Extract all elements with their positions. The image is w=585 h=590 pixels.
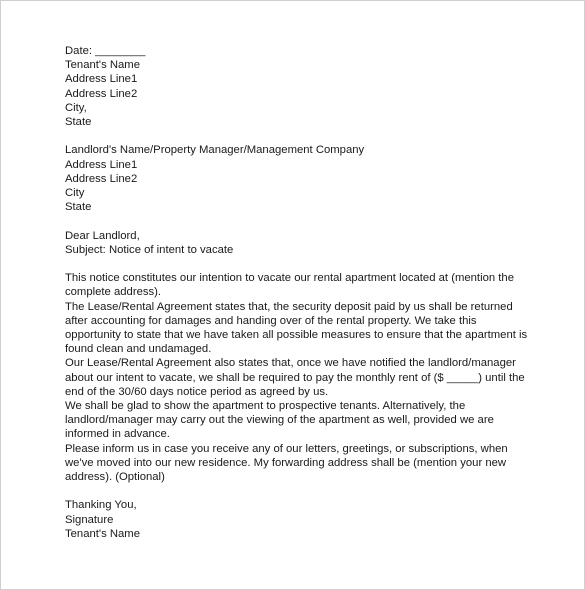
recipient-address-line-2: Address Line2 — [65, 172, 138, 185]
closing-tenant-name: Tenant's Name — [65, 527, 140, 540]
body-paragraph-4: We shall be glad to show the apartment to prospective tenants. Alternatively, the landlord/manager may carry out the viewing of the apartment as well, provided we are informed in advance. — [65, 400, 494, 441]
date-line: Date: ________ — [65, 45, 146, 57]
body-paragraph-3: Our Lease/Rental Agreement also states that, once we have notified the landlord/manager about our intent to vacate, we shall be required to pay the monthly rent of ($ _____) until the end of the 30/60 days notice period as agreed by us. — [65, 357, 525, 398]
body-paragraph-1: This notice constitutes our intention to vacate our rental apartment located at (mention the complete address). — [65, 272, 514, 299]
subject-line: Subject: Notice of intent to vacate — [65, 243, 234, 256]
closing-sign-off: Thanking You, — [65, 499, 137, 512]
sender-tenant-name: Tenant's Name — [65, 59, 140, 72]
letter-body — [65, 44, 535, 541]
spacer — [65, 129, 535, 143]
body-paragraph-5: Please inform us in case you receive any of our letters, greetings, or subscriptions, when we've moved into our new residence. My forwarding address shall be (mention your new address). (Optional) — [65, 442, 508, 484]
sender-state: State — [65, 116, 92, 129]
salutation: Dear Landlord, — [65, 229, 140, 242]
body-paragraph-2: The Lease/Rental Agreement states that, the security deposit paid by us shall be returned after accounting for damages and handing over of the rental property. We take this opportunity to state that we have taken all possible measures to ensure that the apartment is found clean and undamaged. — [65, 300, 528, 356]
sender-address-line-2: Address Line2 — [65, 87, 138, 100]
spacer — [65, 214, 535, 228]
recipient-city: City — [65, 187, 85, 200]
signature: Signature — [65, 513, 114, 526]
recipient-address-line-1: Address Line1 — [65, 158, 138, 171]
recipient-name: Landlord's Name/Property Manager/Management Company — [65, 144, 365, 157]
recipient-state: State — [65, 201, 92, 214]
spacer — [65, 257, 535, 271]
sender-city: City, — [65, 101, 87, 114]
spacer — [65, 484, 535, 498]
sender-address-line-1: Address Line1 — [65, 73, 138, 86]
